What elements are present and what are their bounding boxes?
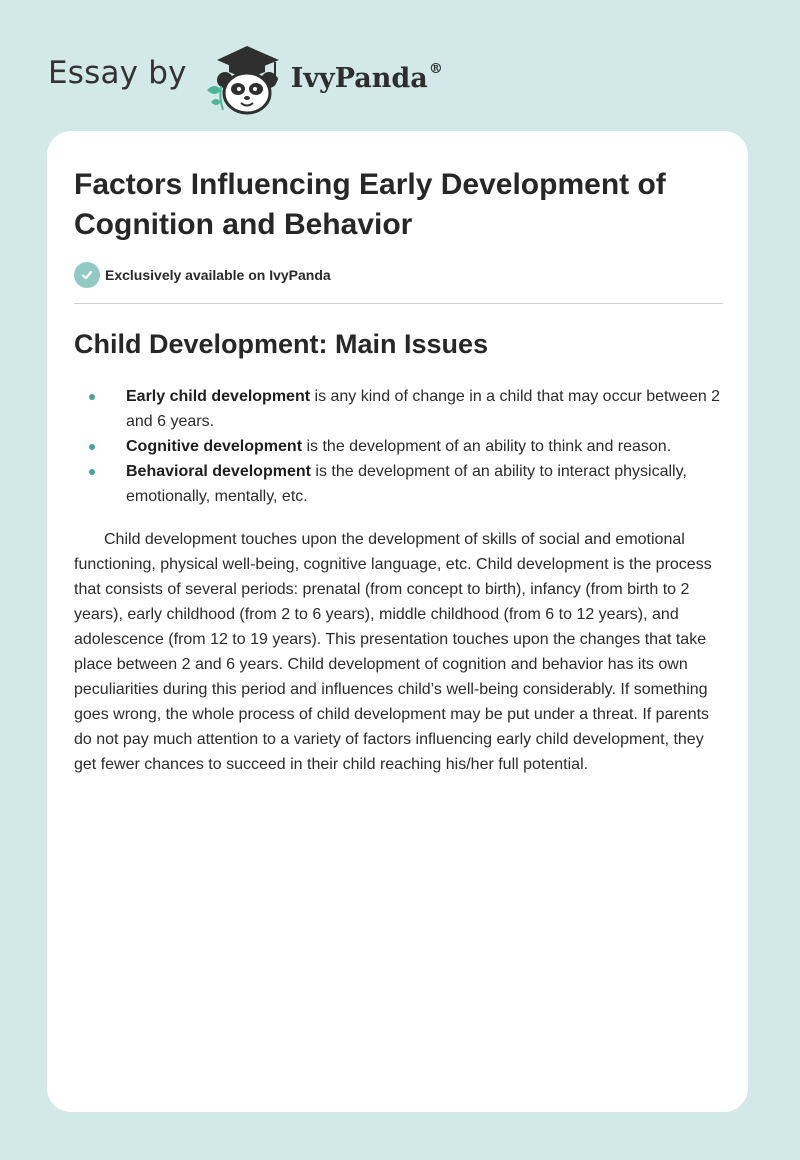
list-item: [74, 384, 724, 434]
check-circle-icon: [74, 262, 100, 288]
bullet-term: Behavioral development: [126, 463, 311, 480]
divider: [74, 303, 723, 304]
brand-name: IvyPanda®: [290, 60, 443, 94]
bullet-dot: [89, 394, 95, 400]
bullet-text: is any kind of change in a child that may occur between 2 and 6 years.: [126, 388, 721, 430]
brand-header[interactable]: [48, 36, 443, 116]
bullet-dot: [89, 469, 95, 475]
essay-card: [47, 131, 748, 1112]
body-paragraph: Child development touches upon the development of skills of social and emotional functioning, physical well-being, cognitive language, etc. Child development is the process that consists of several periods: prenatal (from concept to birth), infancy (from birth to 2 years), early childhood (from 2 to 6 years), middle childhood (from 6 to 12 years), and adolescence (from 12 to 19 years). This presentation touches upon the changes that take place between 2 and 6 years. Child development of cognition and behavior has its own peculiarities during this period and influences child’s well-being considerably. If something goes wrong, the whole process of child development may be put under a threat. If parents do not pay much attention to a variety of factors influencing early child development, they get fewer chances to succeed in their child reaching his/her full potential.: [74, 531, 712, 773]
bullet-text: is the development of an ability to think and reason.: [302, 438, 672, 455]
section-heading: Child Development: Main Issues: [74, 329, 489, 359]
exclusive-notice: [74, 262, 331, 288]
brand-prefix: Essay by: [48, 55, 187, 91]
bullet-dot: [89, 444, 95, 450]
list-item: [74, 459, 724, 509]
definitions-list: [74, 384, 724, 509]
panda-graduate-logo-icon: [201, 36, 293, 116]
bullet-term: Early child development: [126, 388, 311, 405]
bullet-term: Cognitive development: [126, 438, 303, 455]
bullet-text: is the development of an ability to interact physically, emotionally, mentally, etc.: [126, 463, 687, 505]
page-title: Factors Influencing Early Development of Cognition and Behavior: [74, 168, 666, 241]
list-item: [74, 434, 724, 459]
exclusive-label: Exclusively available on IvyPanda: [105, 267, 331, 283]
